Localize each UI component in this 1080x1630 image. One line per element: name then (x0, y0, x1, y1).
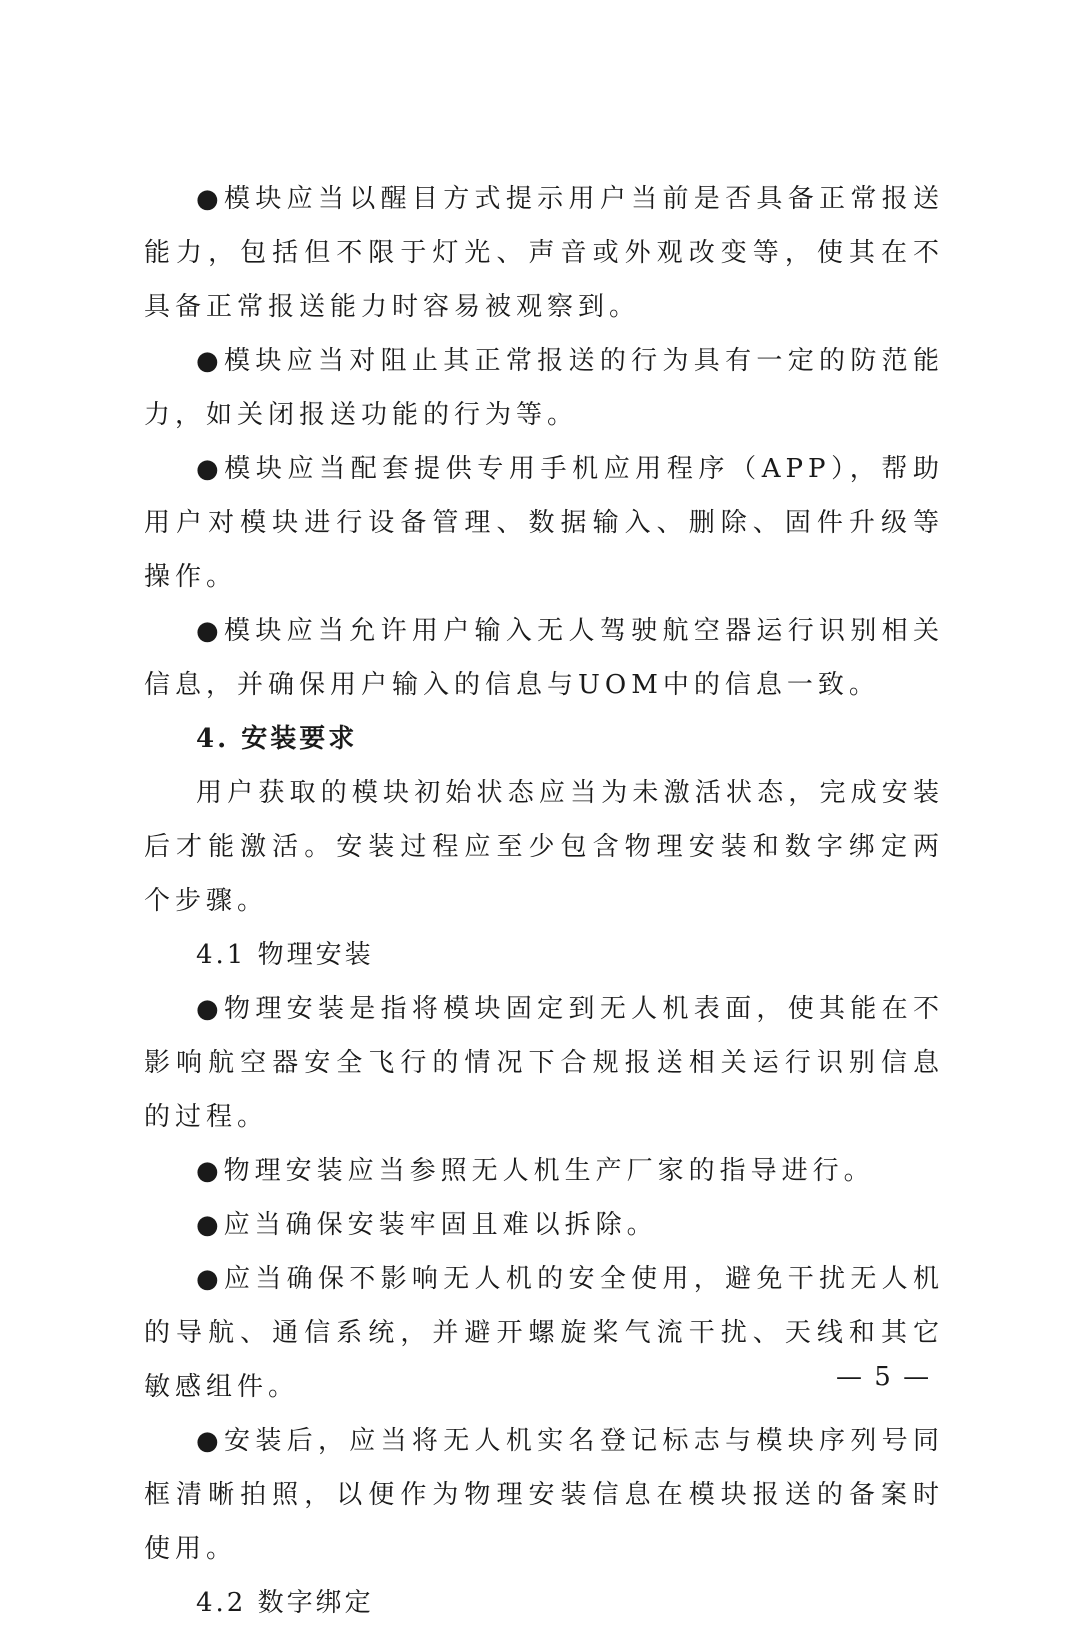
paragraph-secure-mounting: ●应当确保安装牢固且难以拆除。 (196, 1210, 658, 1240)
page-number: — 5 — (836, 1362, 932, 1392)
paragraph-physical-definition: ●物理安装是指将模块固定到无人机表面，使其能在不影响航空器安全飞行的情况下合规报送相关运行识别信息的过程。 (144, 994, 944, 1132)
paragraph-installation-overview: 用户获取的模块初始状态应当为未激活状态，完成安装后才能激活。安装过程应至少包含物理安装和数字绑定两个步骤。 (144, 778, 944, 916)
heading-physical-installation: 4.1 物理安装 (196, 940, 374, 970)
paragraph-companion-app: ●模块应当配套提供专用手机应用程序（APP），帮助用户对模块进行设备管理、数据输入、删除、固件升级等操作。 (144, 454, 944, 592)
heading-installation-requirements: 4. 安装要求 (196, 724, 358, 754)
paragraph-safe-use: ●应当确保不影响无人机的安全使用，避免干扰无人机的导航、通信系统，并避开螺旋桨气流干扰、天线和其它敏感组件。 (144, 1264, 944, 1402)
heading-digital-binding: 4.2 数字绑定 (196, 1588, 374, 1618)
paragraph-status-indication: ●模块应当以醒目方式提示用户当前是否具备正常报送能力，包括但不限于灯光、声音或外观改变等，使其在不具备正常报送能力时容易被观察到。 (144, 184, 944, 322)
document-body (144, 172, 944, 1630)
paragraph-photo-record: ●安装后，应当将无人机实名登记标志与模块序列号同框清晰拍照，以便作为物理安装信息在模块报送的备案时使用。 (144, 1426, 944, 1564)
paragraph-manufacturer-guidance: ●物理安装应当参照无人机生产厂家的指导进行。 (196, 1156, 875, 1186)
paragraph-tamper-prevention: ●模块应当对阻止其正常报送的行为具有一定的防范能力，如关闭报送功能的行为等。 (144, 346, 944, 430)
paragraph-user-input: ●模块应当允许用户输入无人驾驶航空器运行识别相关信息，并确保用户输入的信息与UOM中的信息一致。 (144, 616, 944, 700)
